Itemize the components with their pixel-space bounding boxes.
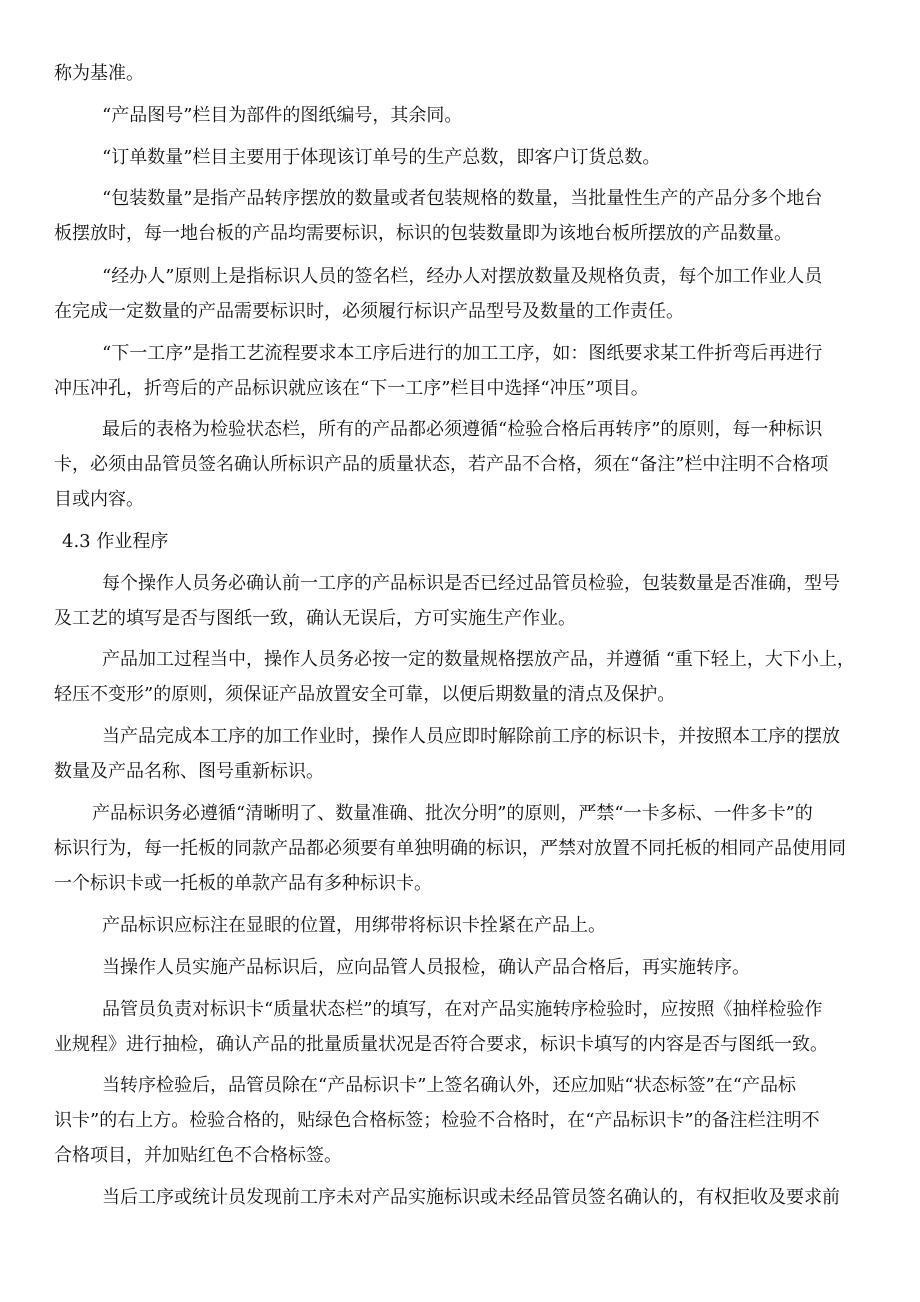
text-line: “订单数量”栏目主要用于体现该订单号的生产总数，即客户订货总数。 xyxy=(102,147,661,168)
text-line: 称为基准。 xyxy=(54,63,144,84)
text-line: 产品加工过程当中，操作人员务必按一定的数量规格摆放产品，并遵循 “重下轻上，大下小上， xyxy=(102,649,855,670)
text-line: 识卡”的右上方。检验合格的，贴绿色合格标签；检验不合格时，在“产品标识卡”的备注栏注明不 xyxy=(54,1110,820,1131)
text-line: 标识行为，每一托板的同款产品都必须要有单独明确的标识，严禁对放置不同托板的相同产品使用同 xyxy=(54,838,846,859)
text-line: 一个标识卡或一托板的单款产品有多种标识卡。 xyxy=(54,873,432,894)
text-line: 最后的表格为检验状态栏，所有的产品都必须遵循“检验合格后再转序”的原则，每一种标识 xyxy=(102,419,823,440)
text-line: 冲压冲孔，折弯后的产品标识就应该在“下一工序”栏目中选择“冲压”项目。 xyxy=(54,378,649,399)
text-line: 当产品完成本工序的加工作业时，操作人员应即时解除前工序的标识卡，并按照本工序的摆放 xyxy=(102,726,840,747)
text-line: 当转序检验后，品管员除在“产品标识卡”上签名确认外，还应加贴“状态标签”在“产品标 xyxy=(102,1075,797,1096)
text-line: 品管员负责对标识卡“质量状态栏”的填写，在对产品实施转序检验时，应按照《抽样检验作 xyxy=(102,999,823,1020)
text-line: 在完成一定数量的产品需要标识时，必须履行标识产品型号及数量的工作责任。 xyxy=(54,301,684,322)
text-line: 卡，必须由品管员签名确认所标识产品的质量状态，若产品不合格，须在“备注”栏中注明不合格项 xyxy=(54,454,829,475)
text-line: “经办人”原则上是指标识人员的签名栏，经办人对摆放数量及规格负责，每个加工作业人员 xyxy=(102,266,823,287)
text-line: 目或内容。 xyxy=(54,489,144,510)
text-line: “下一工序”是指工艺流程要求本工序后进行的加工工序，如：图纸要求某工件折弯后再进行 xyxy=(102,343,823,364)
text-line: 及工艺的填写是否与图纸一致，确认无误后，方可实施生产作业。 xyxy=(54,608,576,629)
text-line: 合格项目，并加贴红色不合格标签。 xyxy=(54,1145,342,1166)
text-line: 数量及产品名称、图号重新标识。 xyxy=(54,761,324,782)
text-line: 业规程》进行抽检，确认产品的批量质量状况是否符合要求，标识卡填写的内容是否与图纸一致。 xyxy=(54,1034,828,1055)
text-line: “产品图号”栏目为部件的图纸编号，其余同。 xyxy=(102,105,463,126)
text-line: 当操作人员实施产品标识后，应向品管人员报检，确认产品合格后，再实施转序。 xyxy=(102,957,750,978)
text-line: 板摆放时，每一地台板的产品均需要标识，标识的包装数量即为该地台板所摆放的产品数量。 xyxy=(54,223,792,244)
text-line: 每个操作人员务必确认前一工序的产品标识是否已经过品管员检验，包装数量是否准确，型号 xyxy=(102,573,840,594)
text-line: 产品标识务必遵循“清晰明了、数量准确、批次分明”的原则，严禁“一卡多标、一件多卡”的 xyxy=(92,803,813,824)
text-line: “包装数量”是指产品转序摆放的数量或者包装规格的数量，当批量性生产的产品分多个地台 xyxy=(102,188,823,209)
text-line: 当后工序或统计员发现前工序未对产品实施标识或未经品管员签名确认的，有权拒收及要求前 xyxy=(102,1187,840,1208)
text-line: 轻压不变形”的原则，须保证产品放置安全可靠，以便后期数量的清点及保护。 xyxy=(54,684,676,705)
section-heading: 4.3 作业程序 xyxy=(62,531,169,552)
text-line: 产品标识应标注在显眼的位置，用绑带将标识卡拴紧在产品上。 xyxy=(102,915,606,936)
